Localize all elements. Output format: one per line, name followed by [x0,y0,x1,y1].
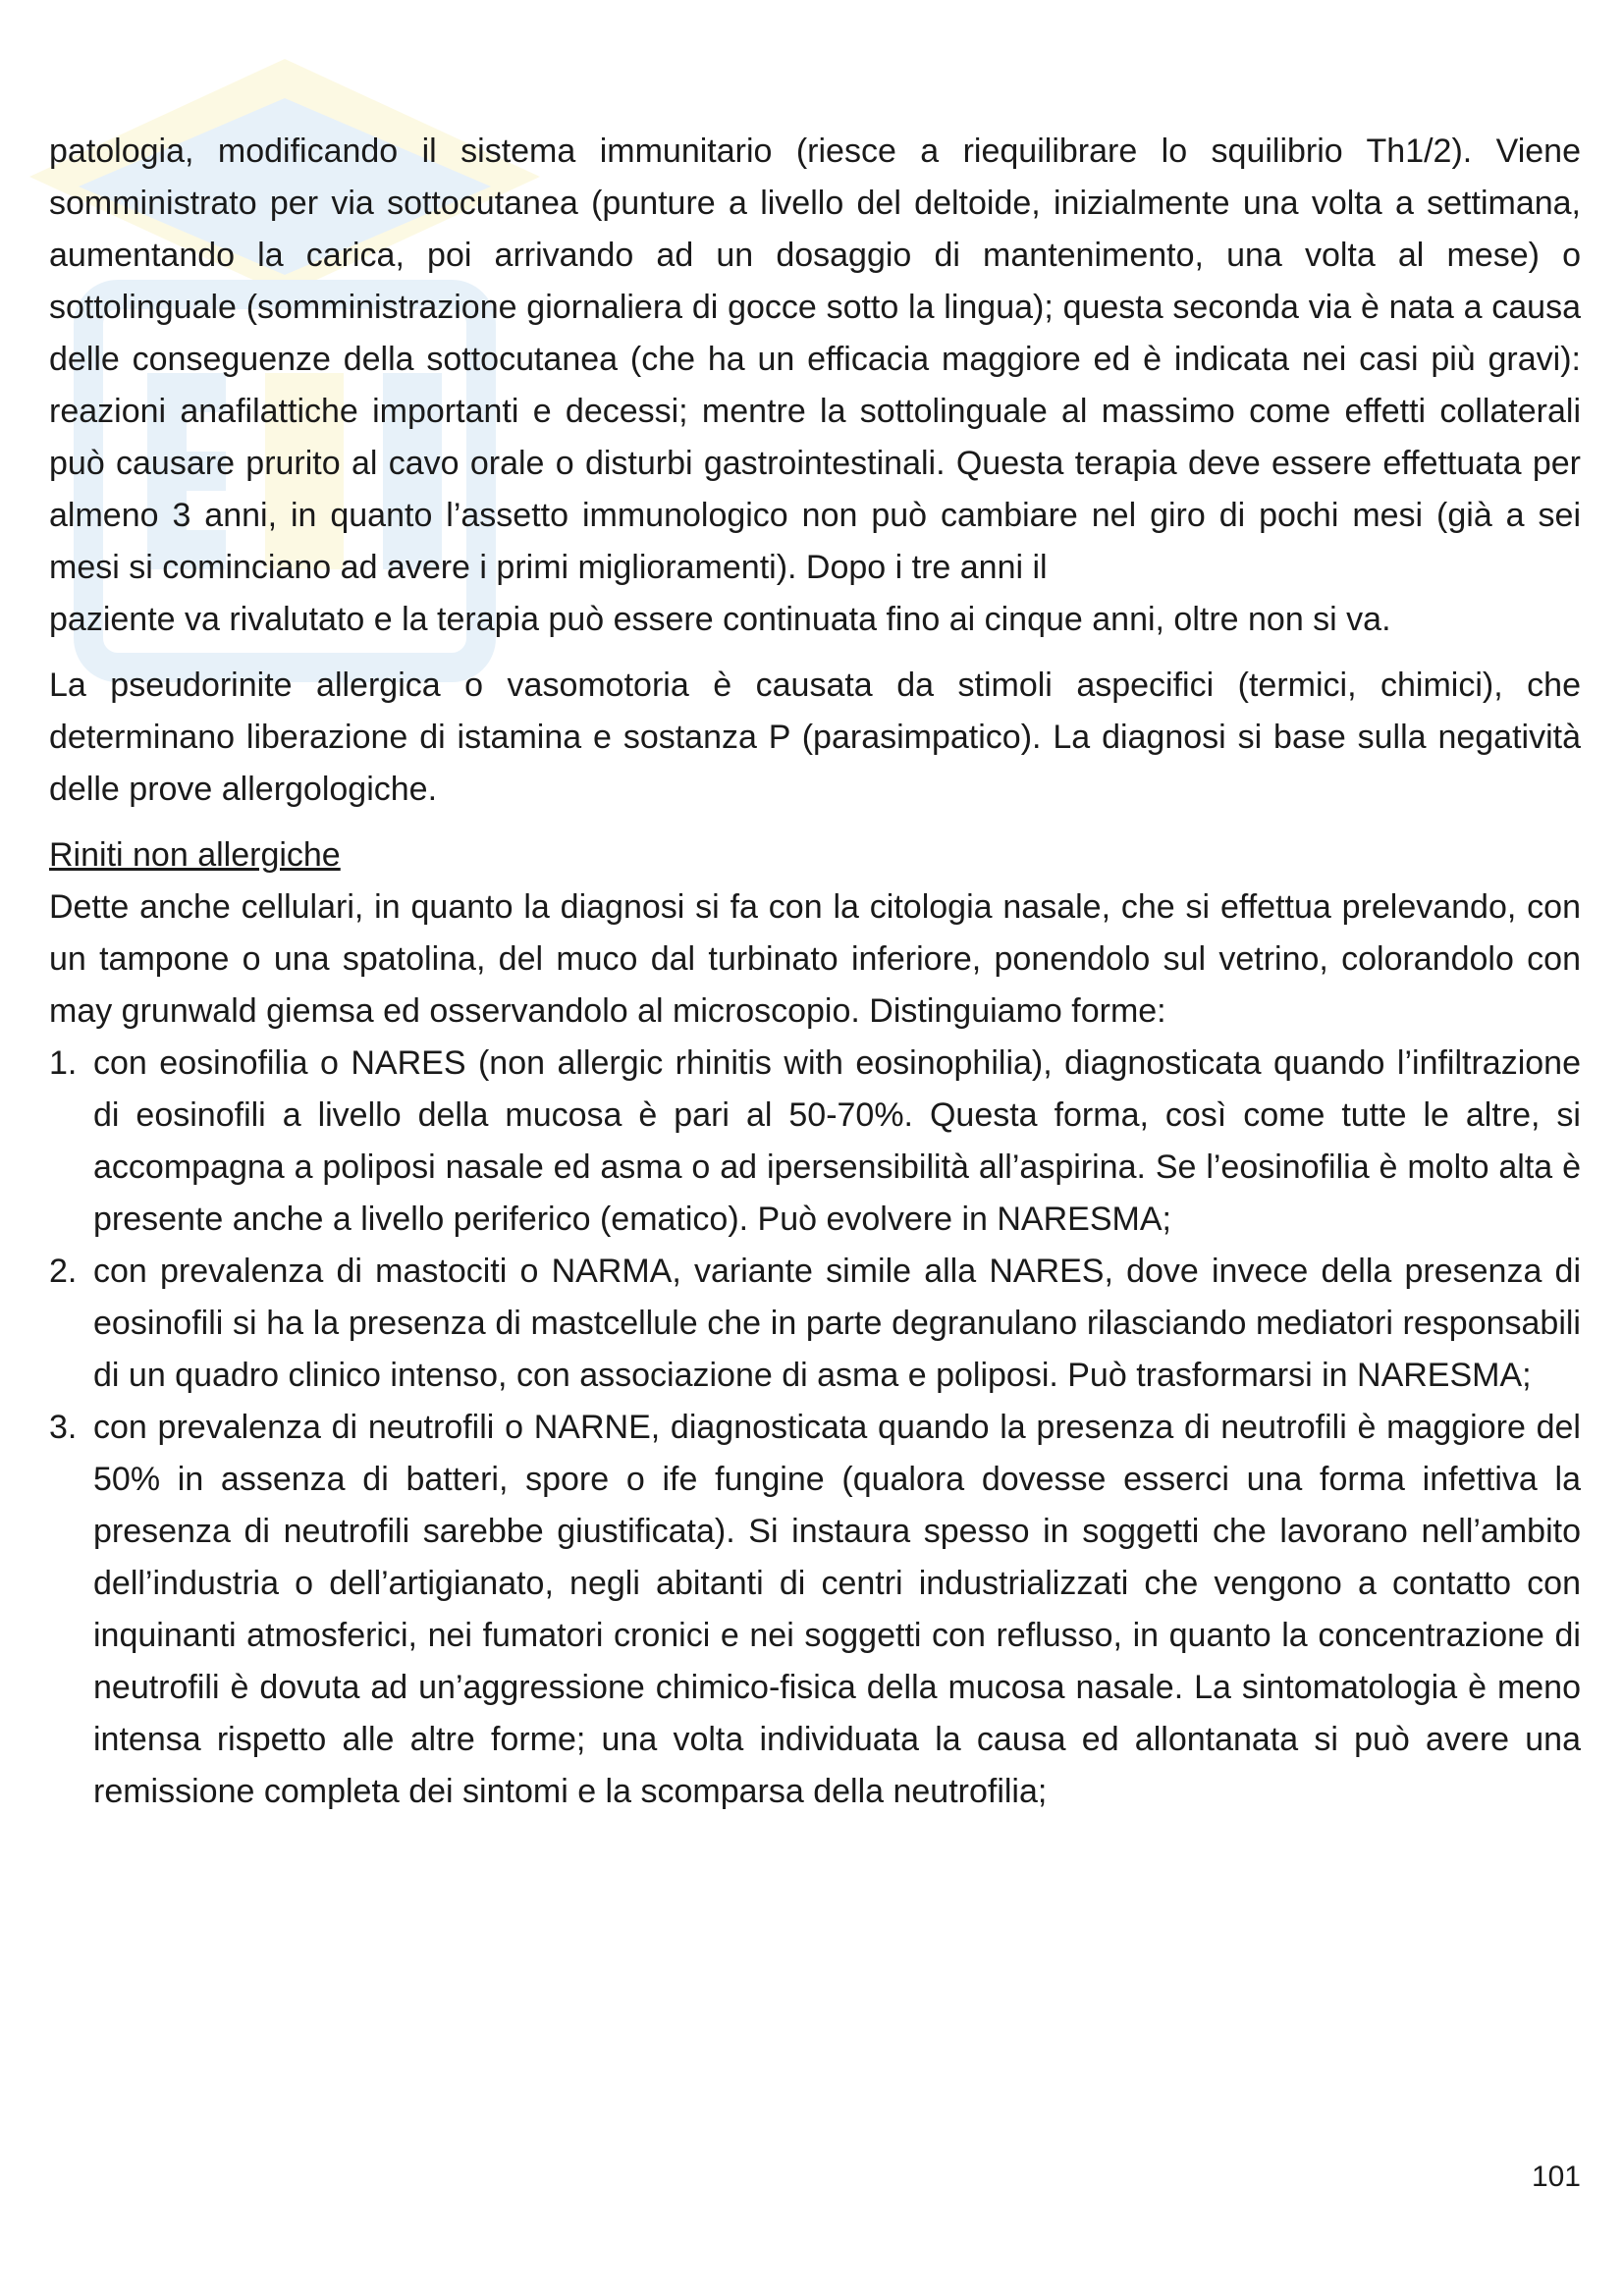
paragraph-nonallergic-intro: Dette anche cellulari, in quanto la diagnosi si fa con la citologia nasale, che si effettua prelevando, con un tampone o una spatolina, del muco dal turbinato inferiore, ponendolo sul vetrino, colorandolo con may grunwald giemsa ed osservandolo al microscopio. Distinguiamo forme: [49,888,1581,1030]
page-number: 101 [1531,2161,1581,2193]
list-item-text: con prevalenza di mastociti o NARMA, variante simile alla NARES, dove invece della presenza di eosinofili si ha la presenza di mastcellule che in parte degranulano rilasciando mediatori responsabili di un quadro clinico intenso, con associazione di asma e poliposi. Può trasformarsi in NARESMA; [93,1253,1581,1394]
list-number: 2. [49,1253,78,1290]
list-number: 3. [49,1409,78,1446]
document-body [49,126,1581,1818]
list-item-text: con prevalenza di neutrofili o NARNE, diagnosticata quando la presenza di neutrofili è maggiore del 50% in assenza di batteri, spore o ife fungine (qualora dovesse esserci una forma infettiva la presenza di neutrofili sarebbe giustificata). Si instaura spesso in soggetti che lavorano nell’ambito dell’industria o dell’artigianato, negli abitanti di centri industrializzati che vengono a contatto con inquinanti atmosferici, nei fumatori cronici e nei soggetti con reflusso, in quanto la concentrazione di neutrofili è dovuta ad un’aggressione chimico-fisica della mucosa nasale. La sintomatologia è meno intensa rispetto alle altre forme; una volta individuata la causa ed allontanata si può avere una remissione completa dei sintomi e la scomparsa della neutrofilia; [93,1409,1581,1810]
list-item-nares [49,1038,1581,1246]
list-item-narne [49,1402,1581,1818]
paragraph-therapy-continuation: paziente va rivalutato e la terapia può essere continuata fino ai cinque anni, oltre non si va. [49,601,1391,638]
list-number: 1. [49,1044,78,1082]
paragraph-therapy: patologia, modificando il sistema immunitario (riesce a riequilibrare lo squilibrio Th1/2). Viene somministrato per via sottocutanea (punture a livello del deltoide, inizialmente una volta a settimana, aumentando la carica, poi arrivando ad un dosaggio di mantenimento, una volta al mese) o sottolinguale (somministrazione giornaliera di gocce sotto la lingua); questa seconda via è nata a causa delle conseguenze della sottocutanea (che ha un efficacia maggiore ed è indicata nei casi più gravi): reazioni anafilattiche importanti e decessi; mentre la sottolinguale al massimo come effetti collaterali può causare prurito al cavo orale o disturbi gastrointestinali. Questa terapia deve essere effettuata per almeno 3 anni, in quanto l’assetto immunologico non può cambiare nel giro di pochi mesi (già a sei mesi si cominciano ad avere i primi miglioramenti). Dopo i tre anni il [49,133,1581,586]
section-heading: Riniti non allergiche [49,836,341,874]
forms-list [49,1038,1581,1818]
list-item-text: con eosinofilia o NARES (non allergic rhinitis with eosinophilia), diagnosticata quando l’infiltrazione di eosinofili a livello della mucosa è pari al 50-70%. Questa forma, così come tutte le altre, si accompagna a poliposi nasale ed asma o ad ipersensibilità all’aspirina. Se l’eosinofilia è molto alta è presente anche a livello periferico (ematico). Può evolvere in NARESMA; [93,1044,1581,1238]
list-item-narma [49,1246,1581,1402]
paragraph-pseudorhinitis: La pseudorinite allergica o vasomotoria è causata da stimoli aspecifici (termici, chimici), che determinano liberazione di istamina e sostanza P (parasimpatico). La diagnosi si base sulla negatività delle prove allergologiche. [49,667,1581,808]
